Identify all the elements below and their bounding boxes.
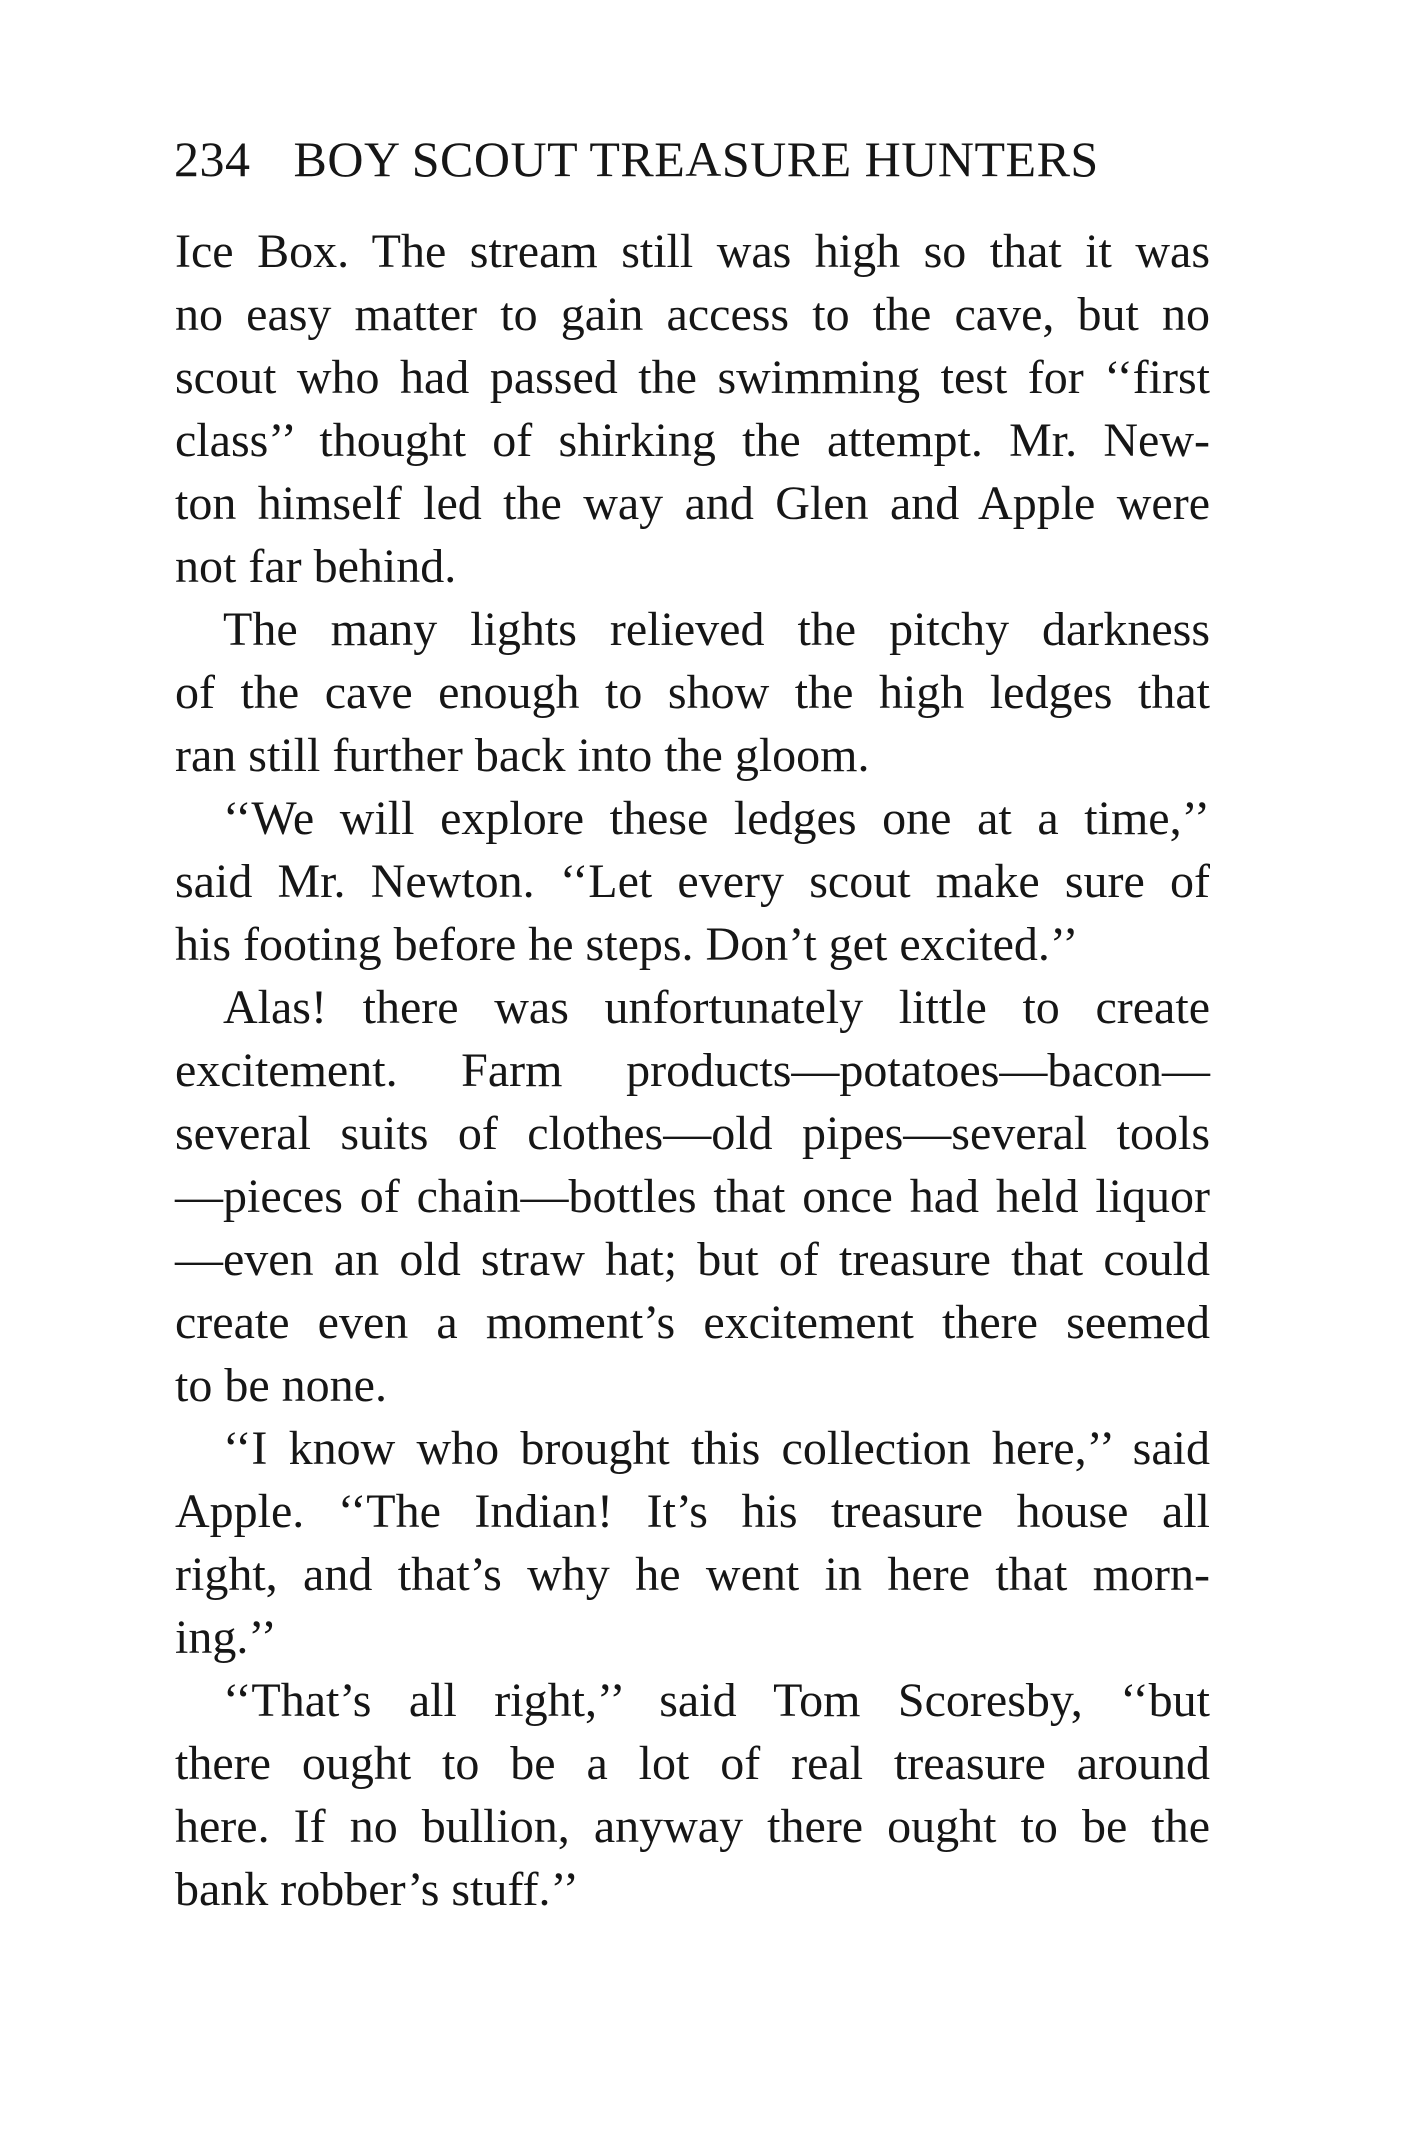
text-line: right, and that’s why he went in here that morn- bbox=[175, 1548, 1210, 1601]
text-line: ton himself led the way and Glen and Apple were bbox=[175, 477, 1210, 530]
text-line: ing.’’ bbox=[175, 1611, 277, 1664]
text-line: there ought to be a lot of real treasure around bbox=[175, 1737, 1210, 1790]
text-line: here. If no bullion, anyway there ought to be the bbox=[175, 1800, 1210, 1853]
text-line: excitement. Farm products—potatoes—bacon— bbox=[175, 1044, 1210, 1097]
running-head bbox=[174, 127, 1204, 191]
text-line: Alas! there was unfortunately little to create bbox=[223, 981, 1210, 1034]
text-line: create even a moment’s excitement there seemed bbox=[175, 1296, 1210, 1349]
text-line: ran still further back into the gloom. bbox=[175, 729, 870, 782]
text-line: —even an old straw hat; but of treasure that could bbox=[175, 1233, 1210, 1286]
text-line: Apple. ‘‘The Indian! It’s his treasure house all bbox=[175, 1485, 1210, 1538]
text-line: Ice Box. The stream still was high so that it was bbox=[175, 225, 1210, 278]
text-line: class’’ thought of shirking the attempt. Mr. New- bbox=[175, 414, 1210, 467]
text-line: said Mr. Newton. ‘‘Let every scout make sure of bbox=[175, 855, 1210, 908]
text-line: of the cave enough to show the high ledges that bbox=[175, 666, 1210, 719]
text-line: ‘‘I know who brought this collection here,’’ said bbox=[223, 1422, 1210, 1475]
text-line: his footing before he steps. Don’t get excited.’’ bbox=[175, 918, 1079, 971]
page-number: 234 bbox=[174, 131, 251, 187]
text-line: no easy matter to gain access to the cave, but no bbox=[175, 288, 1210, 341]
text-line: ‘‘We will explore these ledges one at a time,’’ bbox=[223, 792, 1210, 845]
text-line: The many lights relieved the pitchy darkness bbox=[223, 603, 1210, 656]
book-title: BOY SCOUT TREASURE HUNTERS bbox=[293, 131, 1099, 187]
text-line: ‘‘That’s all right,’’ said Tom Scoresby, ‘‘but bbox=[223, 1674, 1210, 1727]
text-line: not far behind. bbox=[175, 540, 457, 593]
text-line: —pieces of chain—bottles that once had held liquor bbox=[175, 1170, 1210, 1223]
text-line: bank robber’s stuff.’’ bbox=[175, 1863, 579, 1916]
text-line: to be none. bbox=[175, 1359, 387, 1412]
body-text bbox=[175, 220, 1210, 1921]
text-line: several suits of clothes—old pipes—several tools bbox=[175, 1107, 1210, 1160]
text-line: scout who had passed the swimming test for ‘‘first bbox=[175, 351, 1210, 404]
